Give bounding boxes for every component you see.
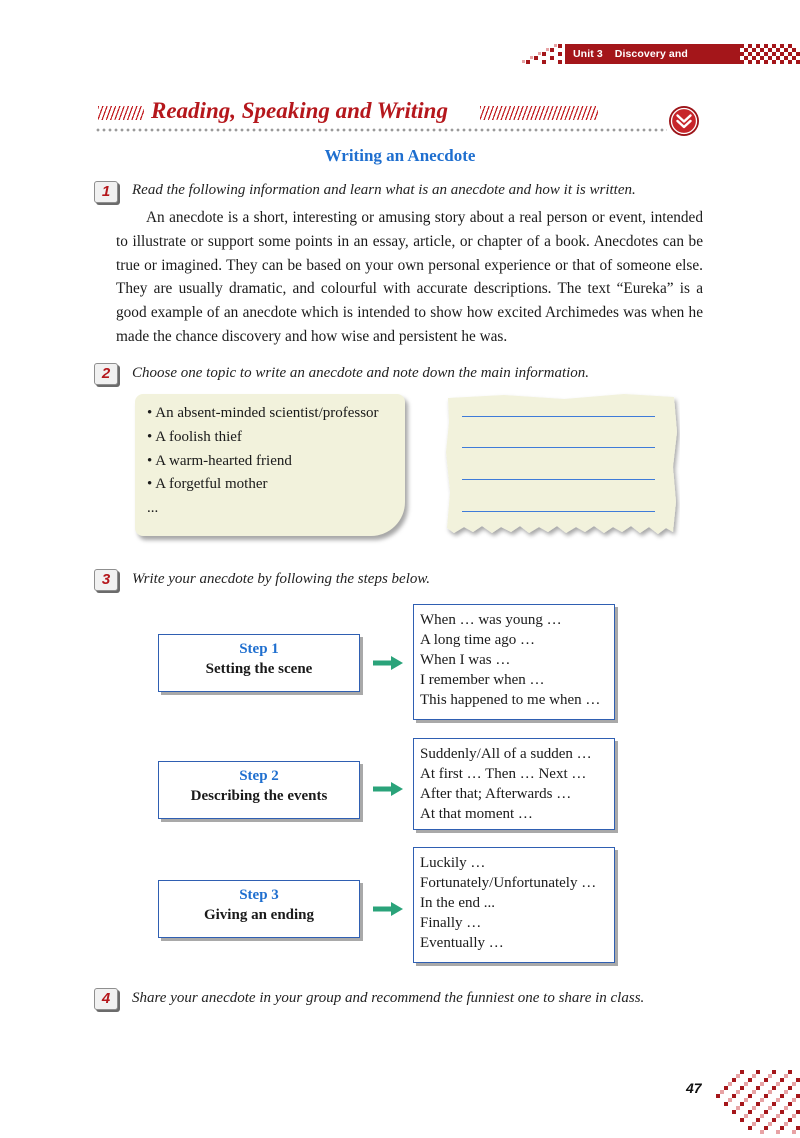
phrase: When I was … — [420, 652, 511, 668]
pixel-pattern-decoration — [740, 44, 800, 66]
arrow-right-icon — [373, 782, 403, 796]
phrase: This happened to me when … — [420, 692, 601, 708]
pixel-pattern-decoration — [706, 1070, 800, 1138]
topic-options-box — [135, 394, 405, 536]
torn-notepaper — [444, 392, 680, 544]
task-number-badge: 3 — [94, 569, 118, 591]
hatch-decoration — [480, 106, 598, 120]
unit-title: Discovery and Innovation — [573, 48, 688, 80]
step-box — [158, 880, 360, 938]
list-item: • An absent-minded scientist/professor — [147, 405, 379, 421]
list-item-more: ... — [147, 500, 159, 517]
pixel-pattern-decoration — [520, 44, 565, 66]
step-label: Step 3 — [239, 887, 279, 903]
anecdote-definition-paragraph: An anecdote is a short, interesting or amusing story about a real person or event, intended to illustrate or support some points in an essay, article, or chapter of a book. Anecdotes can be true or imagined. They can be based on your own personal experience or that of someone else. They are usually dramatic, and colourful with accurate descriptions. The text “Eureka” is a good example of an anecdote which is intended to show how excited Archimedes was when he made the chance discovery and how wise and persistent he was. — [116, 209, 703, 345]
dotted-divider — [95, 128, 667, 132]
phrase: In the end ... — [420, 895, 495, 911]
phrase: Finally … — [420, 915, 482, 931]
step-label: Step 2 — [239, 768, 279, 784]
step-description: Giving an ending — [203, 907, 315, 923]
unit-label: Unit 3 — [573, 48, 603, 60]
step-box — [158, 634, 360, 692]
note-line — [462, 479, 655, 480]
task-number-badge: 1 — [94, 181, 118, 203]
step-description: Setting the scene — [205, 661, 313, 677]
phrase-box — [413, 738, 615, 830]
note-line — [462, 511, 655, 512]
phrase-box — [413, 604, 615, 720]
task-number-badge: 4 — [94, 988, 118, 1010]
task-instruction: Share your anecdote in your group and recommend the funniest one to share in class. — [132, 990, 645, 1006]
phrase: At that moment … — [420, 806, 533, 822]
phrase: When … was young … — [420, 612, 562, 628]
sub-title: Writing an Anecdote — [324, 146, 476, 165]
phrase: Eventually … — [420, 935, 504, 951]
page-number: 47 — [686, 1080, 702, 1096]
phrase: Suddenly/All of a sudden … — [420, 746, 592, 762]
section-title: Reading, Speaking and Writing — [151, 98, 448, 123]
task-number-badge: 2 — [94, 363, 118, 385]
step-label: Step 1 — [239, 641, 279, 657]
note-line — [462, 416, 655, 417]
hatch-decoration — [98, 106, 144, 120]
step-description: Describing the events — [190, 788, 328, 804]
phrase: Fortunately/Unfortunately … — [420, 875, 597, 891]
chevron-down-double-icon — [668, 105, 700, 137]
phrase: A long time ago … — [420, 632, 535, 648]
note-line — [462, 447, 655, 448]
phrase: I remember when … — [420, 672, 545, 688]
step-box — [158, 761, 360, 819]
topic-list — [135, 394, 405, 521]
phrase: At first … Then … Next … — [420, 766, 587, 782]
unit-header-band — [565, 44, 740, 80]
phrase: After that; Afterwards … — [420, 786, 572, 802]
list-item: • A warm-hearted friend — [147, 452, 292, 469]
task-instruction: Read the following information and learn what is an anecdote and how it is written. — [132, 182, 636, 198]
arrow-right-icon — [373, 902, 403, 916]
task-instruction: Write your anecdote by following the steps below. — [132, 571, 431, 587]
list-item: • A foolish thief — [147, 428, 242, 445]
phrase-box — [413, 847, 615, 963]
task-instruction: Choose one topic to write an anecdote and note down the main information. — [132, 365, 590, 381]
arrow-right-icon — [373, 656, 403, 670]
list-item: • A forgetful mother — [147, 476, 268, 493]
phrase: Luckily … — [420, 855, 486, 871]
